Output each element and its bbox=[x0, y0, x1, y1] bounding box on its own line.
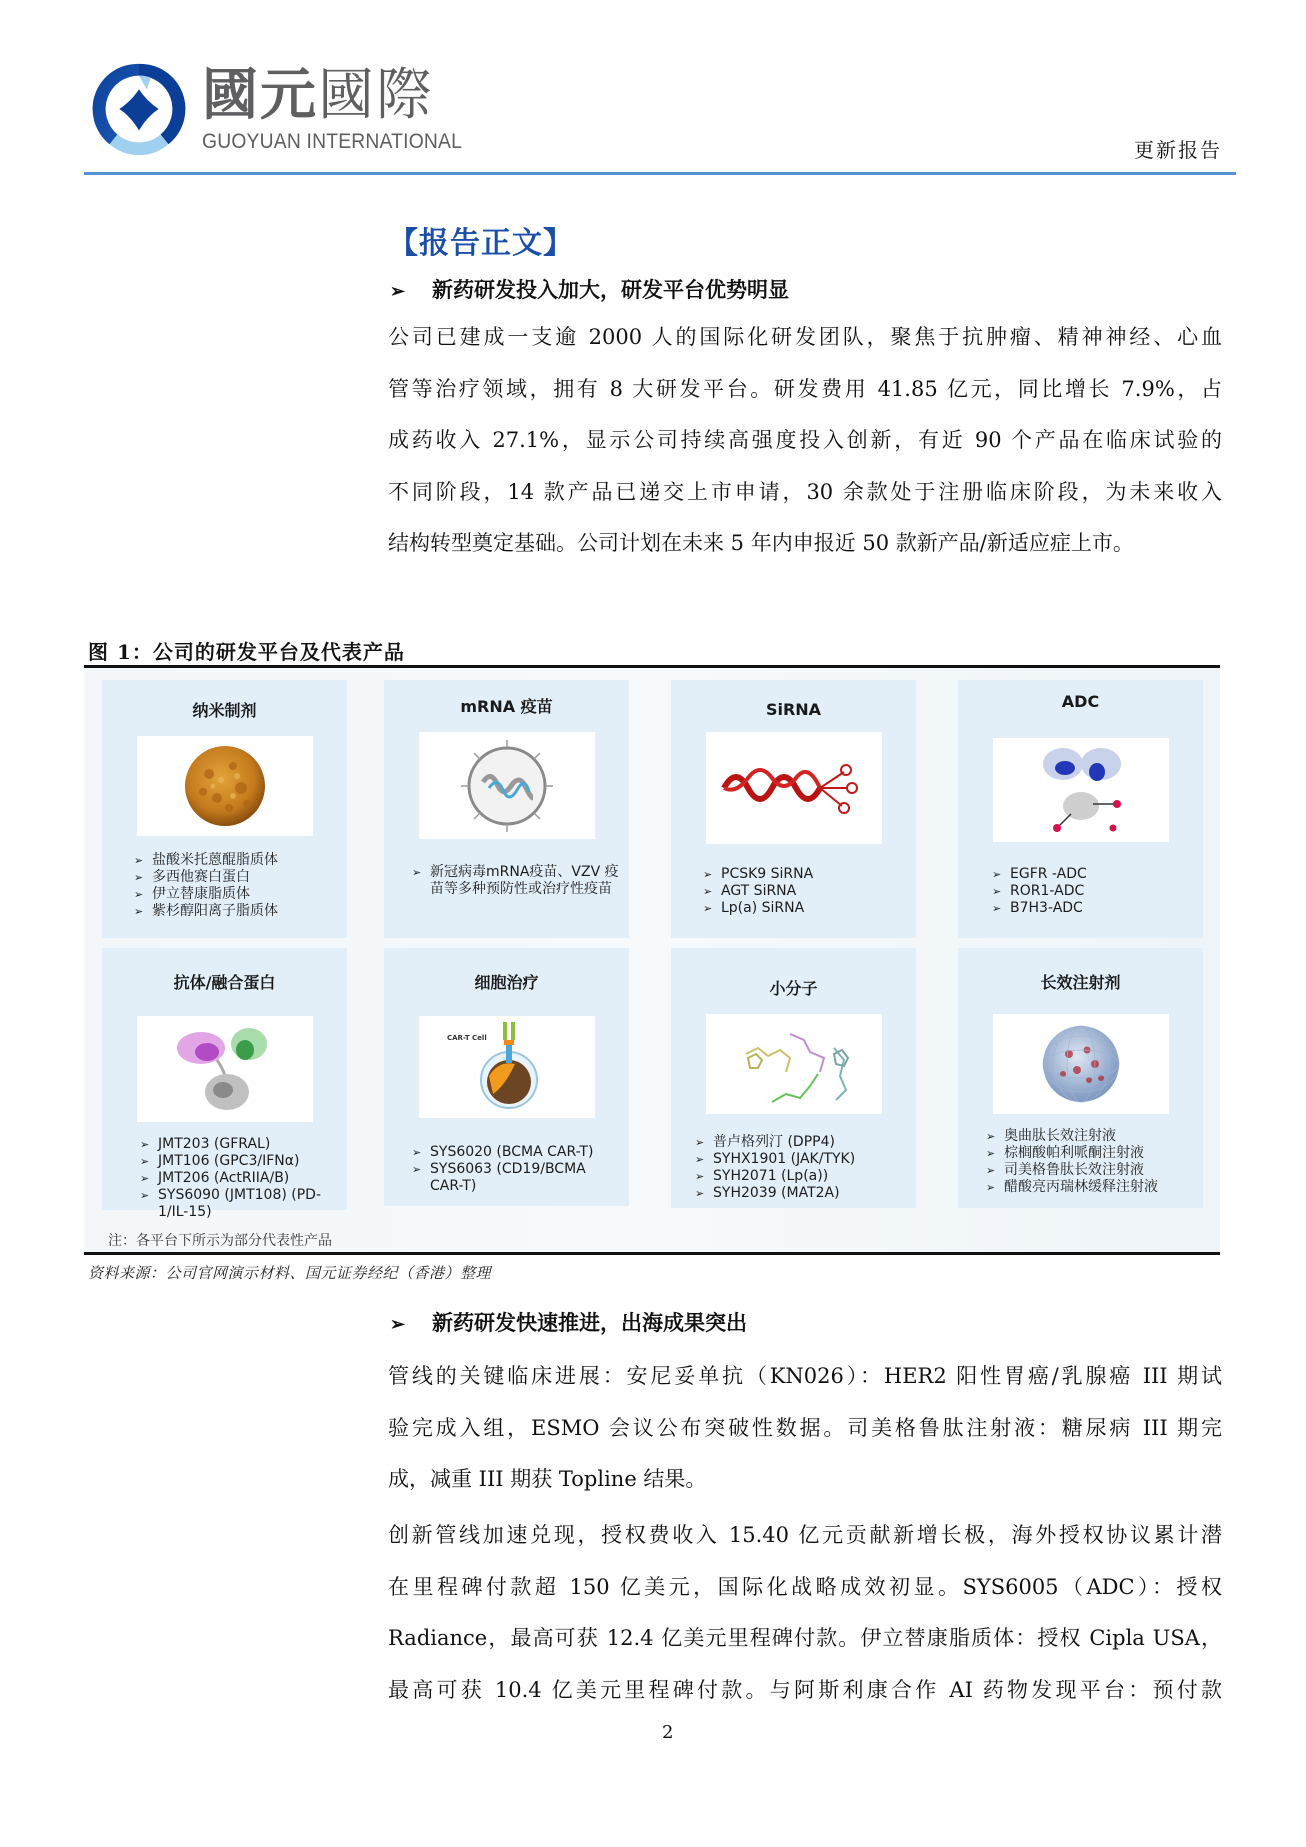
sirna-helix-image bbox=[706, 732, 882, 844]
product-item: ➢ JMT106 (GPC3/IFNα) bbox=[140, 1153, 337, 1170]
car-t-cell-image bbox=[419, 1016, 595, 1118]
figure-bottom-rule bbox=[84, 1252, 1220, 1255]
card-product-list bbox=[695, 1134, 906, 1202]
header-divider bbox=[84, 172, 1236, 175]
card-title: ADC bbox=[1061, 692, 1100, 711]
product-item: ➢ 醋酸亮丙瑞林缓释注射液 bbox=[986, 1179, 1193, 1196]
text-line: 创新管线加速兑现，授权费收入 15.40 亿元贡献新增长极，海外授权协议累计潜 bbox=[388, 1523, 1222, 1547]
adc-antibody-icon bbox=[993, 738, 1169, 842]
product-item: ➢ SYS6063 (CD19/BCMA CAR-T) bbox=[412, 1161, 619, 1195]
product-item: ➢ 盐酸米托蒽醌脂质体 bbox=[134, 852, 337, 869]
microsphere-icon bbox=[993, 1014, 1169, 1114]
logo-english-name: GUOYUAN INTERNATIONAL bbox=[202, 130, 463, 153]
product-item: ➢ 奥曲肽长效注射液 bbox=[986, 1128, 1193, 1145]
card-product-list bbox=[992, 866, 1193, 917]
antibody-icon bbox=[137, 1016, 313, 1122]
product-item: ➢ EGFR -ADC bbox=[992, 866, 1193, 883]
text-line: 公司已建成一支逾 2000 人的国际化研发团队，聚焦于抗肿瘤、精神神经、心血 bbox=[388, 325, 1222, 349]
card-title: 小分子 bbox=[769, 979, 818, 998]
product-item: ➢ 多西他赛白蛋白 bbox=[134, 869, 337, 886]
guoyuan-logo-icon bbox=[90, 60, 188, 158]
card-product-list bbox=[986, 1128, 1193, 1196]
product-item: ➢ 司美格鲁肽长效注射液 bbox=[986, 1162, 1193, 1179]
subheading-text: 新药研发快速推进，出海成果突出 bbox=[432, 1310, 747, 1335]
card-title: 长效注射剂 bbox=[1040, 973, 1121, 992]
platform-card-long-acting-injectable bbox=[958, 948, 1203, 1208]
platform-card-antibody bbox=[102, 948, 347, 1220]
text-line: Radiance，最高可获 12.4 亿美元里程碑付款。伊立替康脂质体：授权 Cipla USA， bbox=[388, 1626, 1222, 1650]
text-line: 成，减重 III 期获 Topline 结果。 bbox=[388, 1467, 707, 1491]
platform-card-cell-therapy bbox=[384, 948, 629, 1206]
card-title: 纳米制剂 bbox=[192, 701, 257, 720]
platform-card-nano bbox=[102, 680, 347, 938]
text-line: 在里程碑付款超 150 亿美元，国际化战略成效初显。SYS6005（ADC）：授权 bbox=[388, 1574, 1222, 1599]
product-item: ➢ ROR1-ADC bbox=[992, 883, 1193, 900]
adc-antibody-image bbox=[993, 738, 1169, 842]
text-line: 最高可获 10.4 亿美元里程碑付款。与阿斯利康合作 AI 药物发现平台：预付款 bbox=[388, 1677, 1222, 1702]
figure-source: 资料来源：公司官网演示材料、国元证券经纪（香港）整理 bbox=[88, 1264, 492, 1282]
card-title: mRNA 疫苗 bbox=[460, 697, 553, 716]
card-product-list bbox=[412, 1144, 619, 1195]
product-item: ➢ PCSK9 SiRNA bbox=[703, 866, 906, 883]
car-t-cell-label: CAR-T Cell bbox=[447, 1034, 487, 1042]
platform-card-adc bbox=[958, 680, 1203, 938]
product-item: ➢ 紫杉醇阳离子脂质体 bbox=[134, 903, 337, 920]
small-molecule-image bbox=[706, 1014, 882, 1114]
subheading-text: 新药研发投入加大，研发平台优势明显 bbox=[432, 277, 789, 302]
nanoparticle-icon bbox=[137, 736, 313, 836]
card-product-list bbox=[134, 852, 337, 920]
nanoparticle-image bbox=[137, 736, 313, 836]
card-title: SiRNA bbox=[765, 700, 822, 719]
mrna-vaccine-image bbox=[419, 732, 595, 839]
text-line: 管等治疗领域，拥有 8 大研发平台。研发费用 41.85 亿元，同比增长 7.9%，占 bbox=[388, 376, 1222, 401]
arrow-bullet-icon: ➢ bbox=[390, 281, 406, 302]
car-t-cell-icon bbox=[419, 1016, 595, 1118]
text-line: 结构转型奠定基础。公司计划在未来 5 年内申报近 50 款新产品/新适应症上市。 bbox=[388, 531, 1134, 555]
product-item: ➢ 伊立替康脂质体 bbox=[134, 886, 337, 903]
text-line: 验完成入组，ESMO 会议公布突破性数据。司美格鲁肽注射液：糖尿病 III 期完 bbox=[388, 1415, 1222, 1440]
page-number: 2 bbox=[662, 1722, 674, 1743]
subheading-rd-investment bbox=[390, 274, 789, 304]
paragraph-licensing bbox=[388, 1510, 1222, 1716]
product-item: ➢ 普卢格列汀 (DPP4) bbox=[695, 1134, 906, 1151]
product-item: ➢ JMT206 (ActRIIA/B) bbox=[140, 1170, 337, 1187]
sirna-helix-icon bbox=[706, 732, 882, 844]
microsphere-image bbox=[993, 1014, 1169, 1114]
product-item: ➢ SYS6020 (BCMA CAR-T) bbox=[412, 1144, 619, 1161]
product-item: ➢ 新冠病毒mRNA疫苗、VZV 疫苗等多种预防性或治疗性疫苗 bbox=[412, 864, 619, 898]
text-line: 成药收入 27.1%，显示公司持续高强度投入创新，有近 90 个产品在临床试验的 bbox=[388, 428, 1222, 452]
mrna-vaccine-icon bbox=[419, 732, 595, 839]
product-item: ➢ JMT203 (GFRAL) bbox=[140, 1136, 337, 1153]
small-molecule-icon bbox=[706, 1014, 882, 1114]
report-type-label: 更新报告 bbox=[1134, 138, 1222, 162]
product-item: ➢ SYS6090 (JMT108) (PD-1/IL-15) bbox=[140, 1187, 337, 1221]
figure-note: 注：各平台下所示为部分代表性产品 bbox=[108, 1233, 332, 1249]
card-product-list bbox=[412, 864, 619, 898]
product-item: ➢ SYHX1901 (JAK/TYK) bbox=[695, 1151, 906, 1168]
card-product-list bbox=[703, 866, 906, 917]
figure-title: 图 1：公司的研发平台及代表产品 bbox=[88, 640, 405, 664]
platform-card-small-molecule bbox=[671, 948, 916, 1208]
platform-card-sirna bbox=[671, 680, 916, 938]
product-item: ➢ B7H3-ADC bbox=[992, 900, 1193, 917]
company-logo bbox=[90, 58, 470, 158]
card-title: 细胞治疗 bbox=[474, 973, 539, 992]
logo-chinese-name: 國元國際 bbox=[202, 63, 434, 128]
card-product-list bbox=[140, 1136, 337, 1221]
text-line: 不同阶段，14 款产品已递交上市申请，30 余款处于注册临床阶段，为未来收入 bbox=[388, 479, 1222, 504]
text-line: 管线的关键临床进展：安尼妥单抗（KN026）：HER2 阳性胃癌/乳腺癌 III 期试 bbox=[388, 1364, 1222, 1388]
arrow-bullet-icon: ➢ bbox=[390, 1314, 406, 1335]
product-item: ➢ 棕榈酸帕利哌酮注射液 bbox=[986, 1145, 1193, 1162]
product-item: ➢ SYH2071 (Lp(a)) bbox=[695, 1168, 906, 1185]
platform-card-mrna bbox=[384, 680, 629, 938]
section-title: 【报告正文】 bbox=[388, 226, 574, 261]
card-title: 抗体/融合蛋白 bbox=[173, 973, 276, 992]
paragraph-clinical-progress bbox=[388, 1351, 1222, 1506]
antibody-image bbox=[137, 1016, 313, 1122]
paragraph-rd-team bbox=[388, 312, 1222, 570]
product-item: ➢ Lp(a) SiRNA bbox=[703, 900, 906, 917]
subheading-pipeline-progress bbox=[390, 1307, 747, 1337]
product-item: ➢ SYH2039 (MAT2A) bbox=[695, 1185, 906, 1202]
product-item: ➢ AGT SiRNA bbox=[703, 883, 906, 900]
